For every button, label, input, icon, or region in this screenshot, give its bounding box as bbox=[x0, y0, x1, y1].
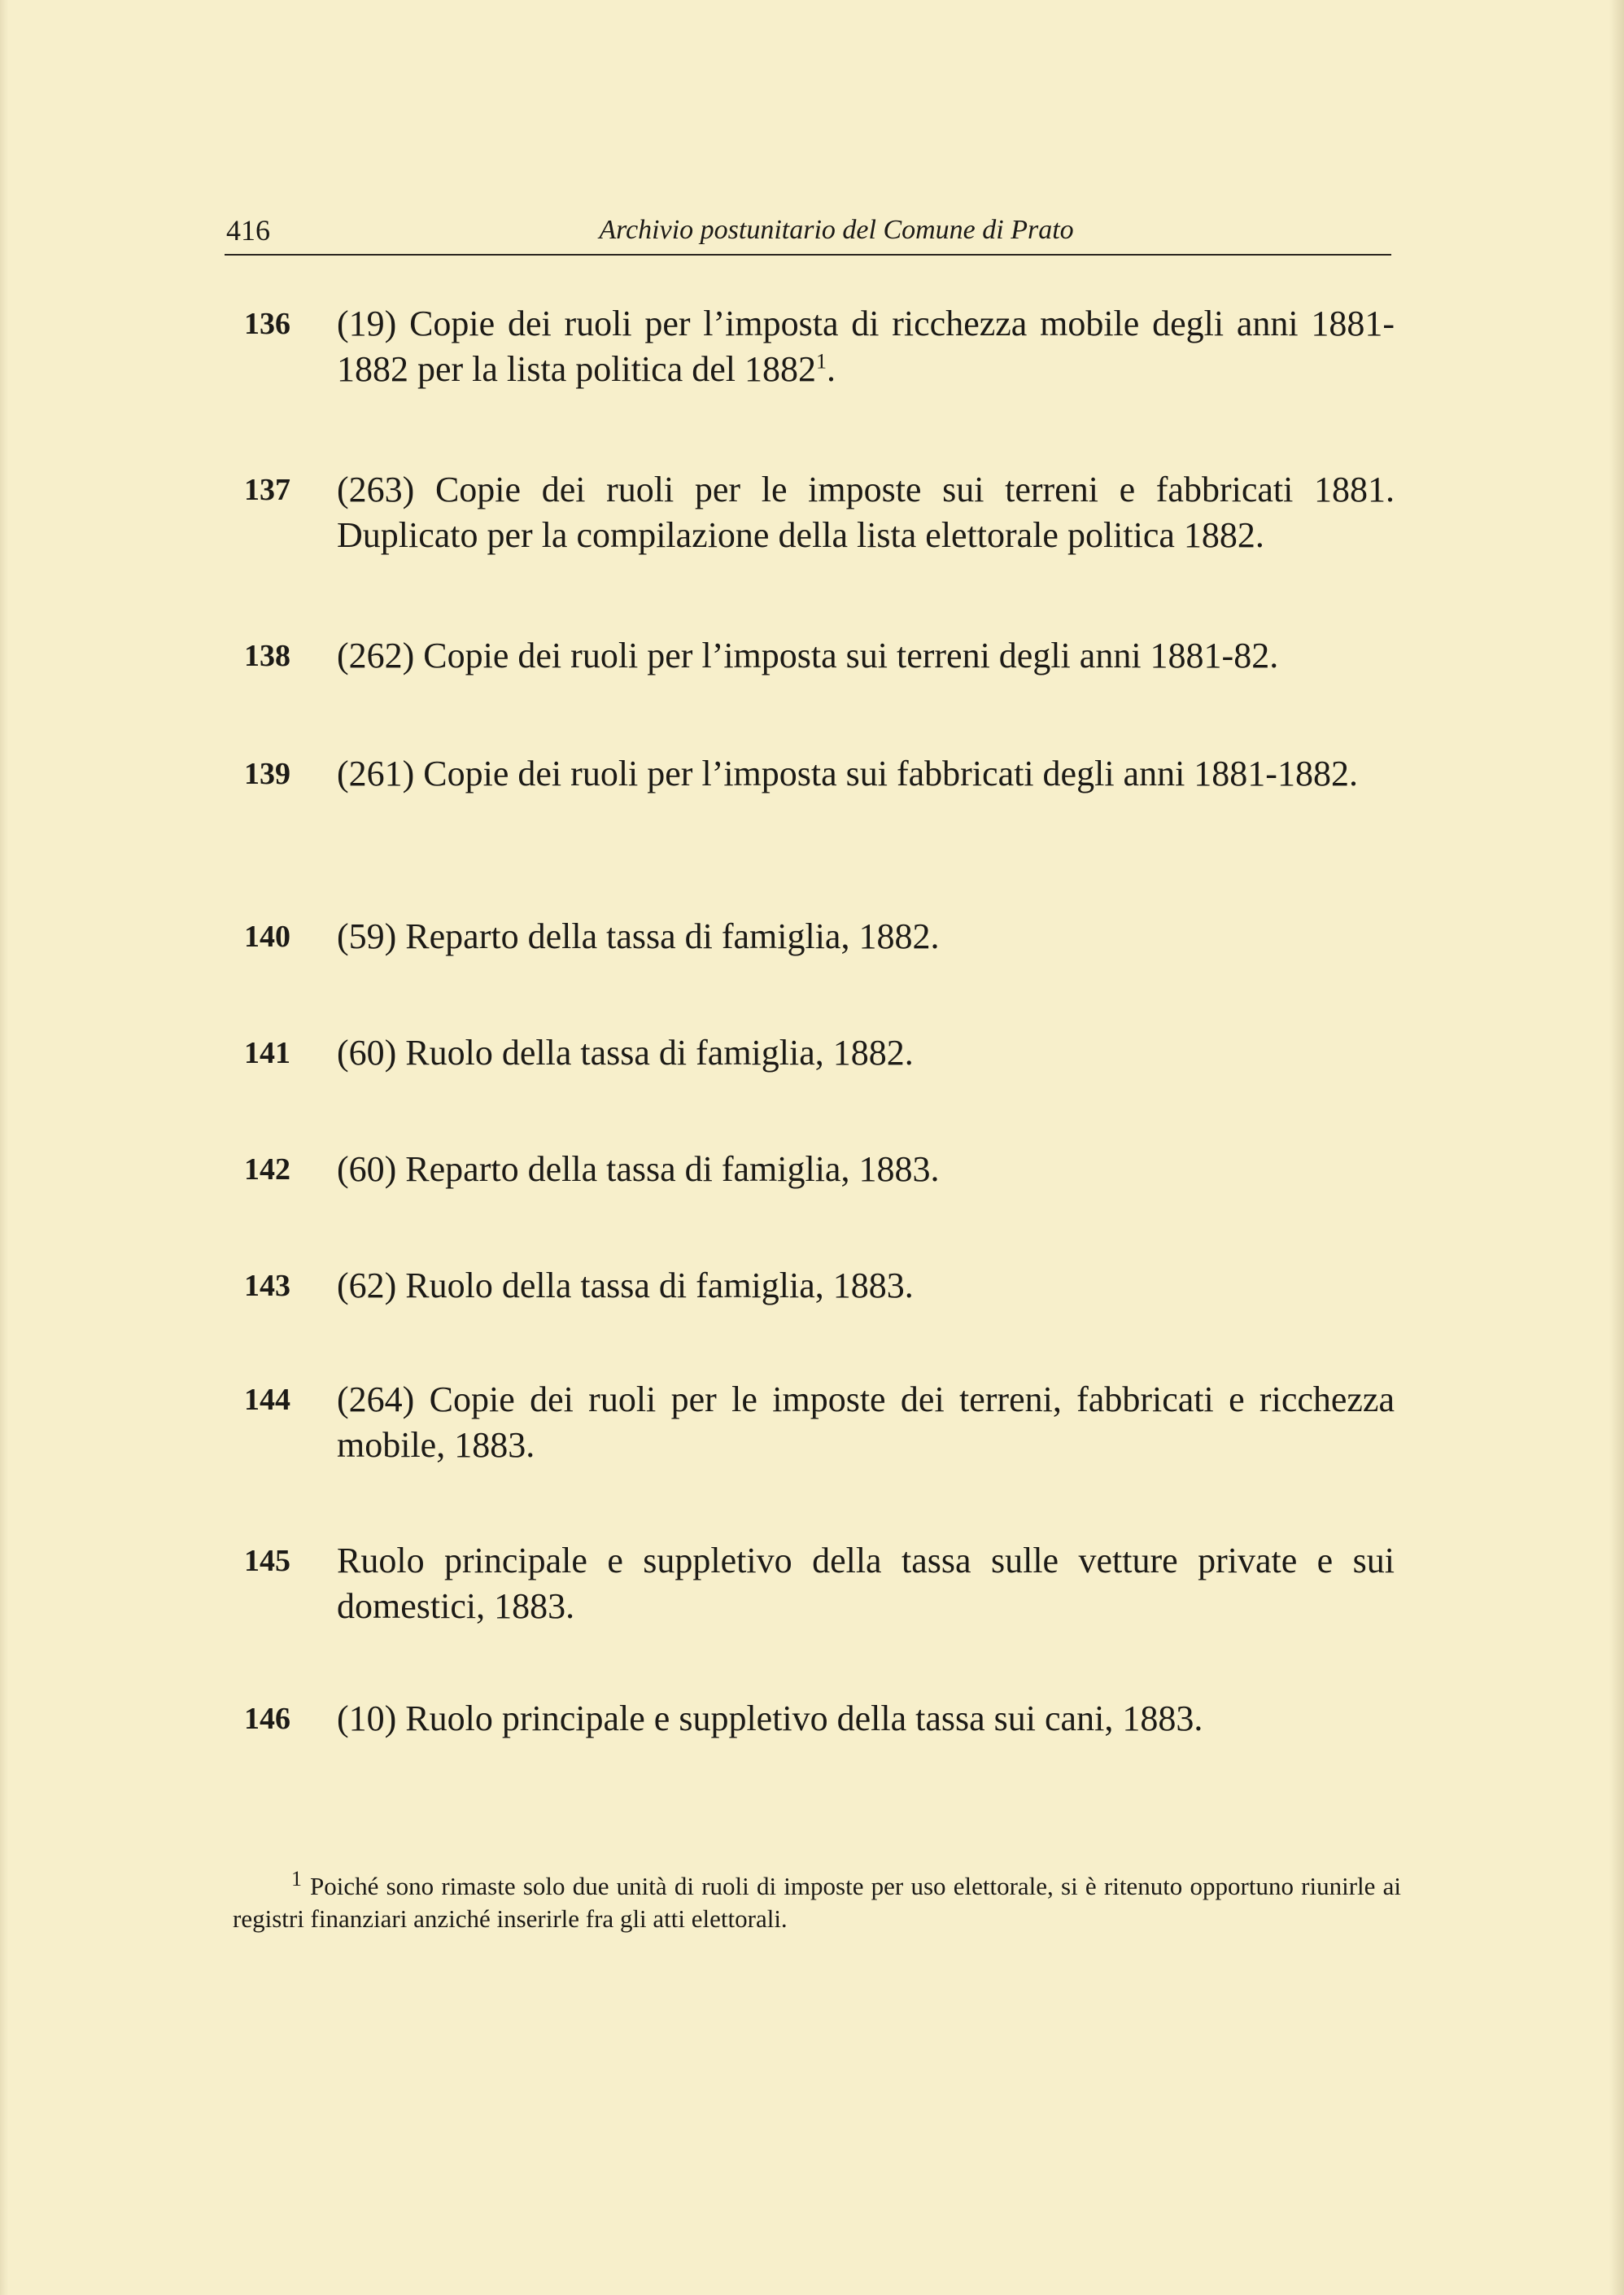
page-number: 416 bbox=[226, 214, 270, 247]
footnote bbox=[233, 1866, 1401, 1935]
footnote-mark: 1 bbox=[291, 1866, 302, 1891]
entry-number: 136 bbox=[244, 307, 290, 341]
entry-text: (10) Ruolo principale e suppletivo della tassa sui cani, 1883. bbox=[337, 1698, 1203, 1738]
entry-text bbox=[337, 301, 1395, 392]
entry-number: 139 bbox=[244, 757, 290, 791]
entry-text: (60) Reparto della tassa di famiglia, 1883. bbox=[337, 1149, 940, 1189]
entry-text: (261) Copie dei ruoli per l’imposta sui fabbricati degli anni 1881-1882. bbox=[337, 754, 1358, 793]
entry-number: 142 bbox=[244, 1152, 290, 1187]
page-edge-right bbox=[1609, 0, 1624, 2295]
running-title: Archivio postunitario del Comune di Prato bbox=[599, 215, 1074, 245]
entry-text: Ruolo principale e suppletivo della tassa sulle vetture private e sui domestici, 1883. bbox=[337, 1541, 1395, 1626]
entry-number: 143 bbox=[244, 1269, 290, 1303]
footnote-text: Poiché sono rimaste solo due unità di ruoli di imposte per uso elettorale, si è ritenuto opportuno riunirle ai registri finanziari anziché inserirle fra gli atti elettorali. bbox=[233, 1872, 1401, 1933]
page-edge-left bbox=[0, 0, 8, 2295]
entry-text: (59) Reparto della tassa di famiglia, 1882. bbox=[337, 916, 940, 956]
entry-text: (60) Ruolo della tassa di famiglia, 1882. bbox=[337, 1033, 914, 1073]
entry-text: (263) Copie dei ruoli per le imposte sui terreni e fabbricati 1881. Duplicato per la compilazione della lista elettorale politica 1882. bbox=[337, 470, 1395, 555]
entry-text: (62) Ruolo della tassa di famiglia, 1883. bbox=[337, 1266, 914, 1305]
header-rule bbox=[225, 254, 1391, 256]
entry-text-body: (19) Copie dei ruoli per l’imposta di ricchezza mobile degli anni 1881-1882 per la lista politica del 1882 bbox=[337, 304, 1395, 389]
entry-number: 140 bbox=[244, 920, 290, 954]
entry-number: 138 bbox=[244, 639, 290, 673]
entry-text-end: . bbox=[826, 349, 836, 389]
footnote-reference: 1 bbox=[815, 349, 827, 374]
entry-number: 137 bbox=[244, 473, 290, 507]
entry-number: 146 bbox=[244, 1702, 290, 1736]
entry-text: (262) Copie dei ruoli per l’imposta sui terreni degli anni 1881-82. bbox=[337, 636, 1279, 675]
entry-text: (264) Copie dei ruoli per le imposte dei terreni, fabbricati e ricchezza mobile, 1883. bbox=[337, 1379, 1395, 1465]
entry-number: 145 bbox=[244, 1544, 290, 1578]
running-header bbox=[226, 210, 1390, 251]
entry-number: 141 bbox=[244, 1036, 290, 1070]
entry-number: 144 bbox=[244, 1383, 290, 1417]
